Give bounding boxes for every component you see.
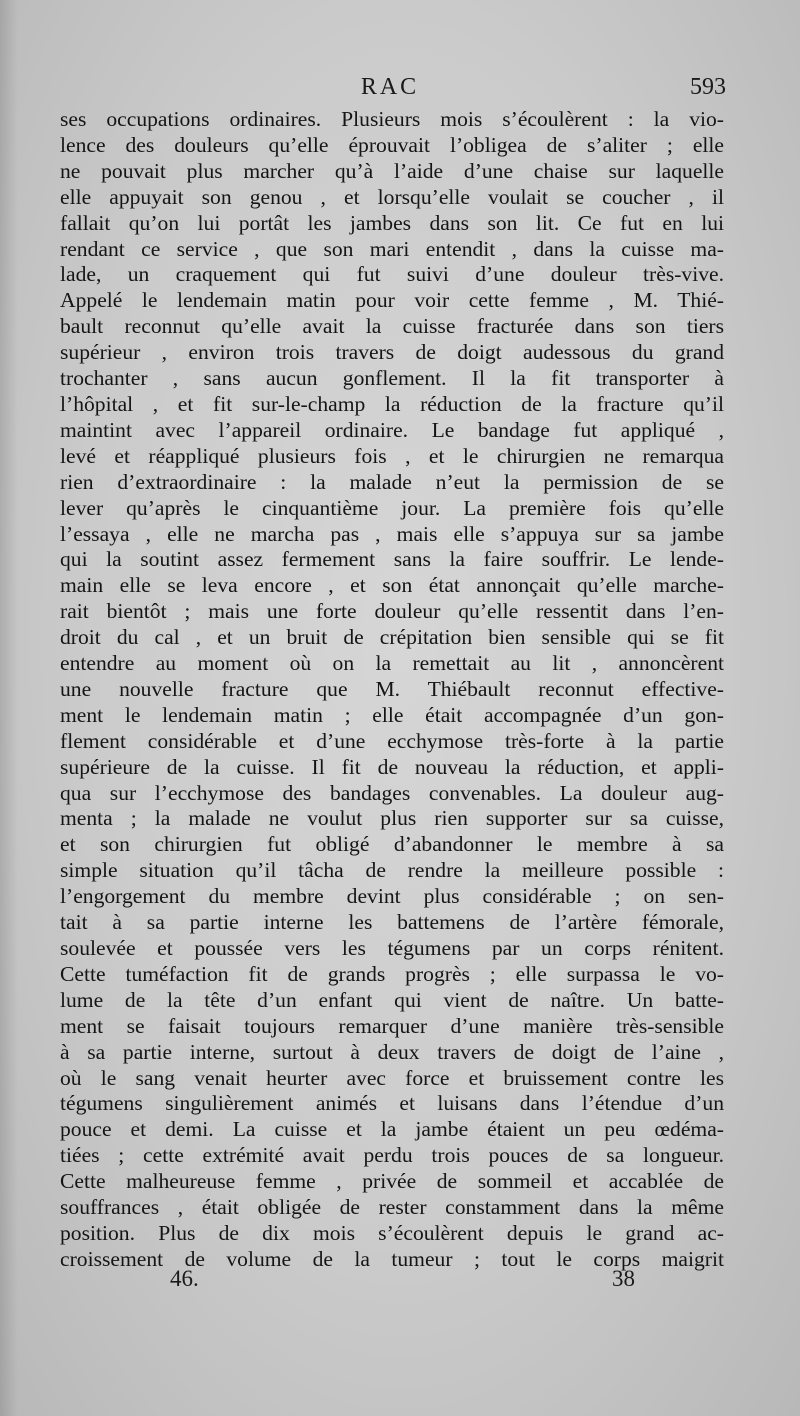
text-line: l’essaya , elle ne marcha pas , mais elle s’appuya sur sa jambe: [60, 521, 724, 546]
text-line: lade, un craquement qui fut suivi d’une douleur très-vive.: [60, 262, 724, 287]
text-line: soulevée et poussée vers les tégumens par un corps rénitent.: [60, 936, 724, 960]
text-line: l’engorgement du membre devint plus considérable ; on sen-: [60, 884, 724, 909]
text-line: Appelé le lendemain matin pour voir cette femme , M. Thié-: [60, 288, 724, 313]
text-line: supérieur , environ trois travers de doigt audessous du grand: [60, 340, 724, 365]
text-line: à sa partie interne, surtout à deux travers de doigt de l’aine ,: [60, 1039, 724, 1064]
text-line: Cette malheureuse femme , privée de sommeil et accablée de: [60, 1169, 724, 1194]
text-line: rendant ce service , que son mari entendit , dans la cuisse ma-: [60, 236, 724, 261]
text-line: simple situation qu’il tâcha de rendre la meilleure possible :: [60, 858, 724, 883]
text-line: qua sur l’ecchymose des bandages convenables. La douleur aug-: [60, 780, 724, 805]
text-line: main elle se leva encore , et son état annonçait qu’elle marche-: [60, 573, 724, 598]
text-line: ment le lendemain matin ; elle était accompagnée d’un gon-: [60, 702, 724, 727]
text-line: souffrances , était obligée de rester constamment dans la même: [60, 1195, 724, 1220]
text-line: menta ; la malade ne voulut plus rien supporter sur sa cuisse,: [60, 806, 724, 831]
text-line: elle appuyait son genou , et lorsqu’elle voulait se coucher , il: [60, 184, 724, 209]
text-line: flement considérable et d’une ecchymose très-forte à la partie: [60, 728, 724, 753]
text-line: tiées ; cette extrémité avait perdu trois pouces de sa longueur.: [60, 1143, 724, 1168]
text-line: croissement de volume de la tumeur ; tout le corps maigrit: [60, 1246, 724, 1271]
text-line: ne pouvait plus marcher qu’à l’aide d’une chaise sur laquelle: [60, 158, 724, 183]
text-line: position. Plus de dix mois s’écoulèrent depuis le grand ac-: [60, 1220, 724, 1245]
running-title: RAC: [360, 74, 420, 100]
text-line: rait bientôt ; mais une forte douleur qu’elle ressentit dans l’en-: [60, 599, 724, 624]
text-line: fallait qu’on lui portât les jambes dans son lit. Ce fut en lui: [60, 210, 724, 235]
signature-mark: 46.: [170, 1266, 199, 1291]
text-line: et son chirurgien fut obligé d’abandonner le membre à sa: [60, 832, 724, 857]
text-line: tait à sa partie interne les battemens de l’artère fémorale,: [60, 910, 724, 935]
text-line: Cette tuméfaction fit de grands progrès ; elle surpassa le vo-: [60, 961, 724, 986]
text-line: bault reconnut qu’elle avait la cuisse fracturée dans son tiers: [60, 314, 724, 339]
page-edge-shadow: [0, 0, 18, 1416]
text-line: lence des douleurs qu’elle éprouvait l’obligea de s’aliter ; elle: [60, 132, 724, 157]
text-line: lume de la tête d’un enfant qui vient de naître. Un batte-: [60, 987, 724, 1012]
text-line: entendre au moment où on la remettait au lit , annoncèrent: [60, 651, 724, 676]
text-line: lever qu’après le cinquantième jour. La première fois qu’elle: [60, 495, 724, 520]
text-line: pouce et demi. La cuisse et la jambe étaient un peu œdéma-: [60, 1117, 724, 1142]
text-line: levé et réappliqué plusieurs fois , et le chirurgien ne remarqua: [60, 443, 724, 468]
text-line: tégumens singulièrement animés et luisans dans l’étendue d’un: [60, 1091, 724, 1116]
text-line: une nouvelle fracture que M. Thiébault reconnut effective-: [60, 676, 724, 701]
text-line: maintint avec l’appareil ordinaire. Le bandage fut appliqué ,: [60, 417, 724, 442]
text-line: qui la soutint assez fermement sans la faire souffrir. Le lende-: [60, 547, 724, 572]
text-line: rien d’extraordinaire : la malade n’eut la permission de se: [60, 469, 724, 494]
text-line: droit du cal , et un bruit de crépitation bien sensible qui se fit: [60, 625, 724, 650]
sheet-number: 38: [612, 1266, 635, 1291]
body-text: [60, 107, 724, 1273]
text-line: où le sang venait heurter avec force et bruissement contre les: [60, 1065, 724, 1090]
text-line: ment se faisait toujours remarquer d’une manière très-sensible: [60, 1013, 724, 1038]
text-line: supérieure de la cuisse. Il fit de nouveau la réduction, et appli-: [60, 754, 724, 779]
text-line: ses occupations ordinaires. Plusieurs mois s’écoulèrent : la vio-: [60, 107, 724, 131]
text-line: l’hôpital , et fit sur-le-champ la réduction de la fracture qu’il: [60, 391, 724, 416]
text-line: trochanter , sans aucun gonflement. Il la fit transporter à: [60, 366, 724, 391]
page-number: 593: [690, 74, 726, 100]
